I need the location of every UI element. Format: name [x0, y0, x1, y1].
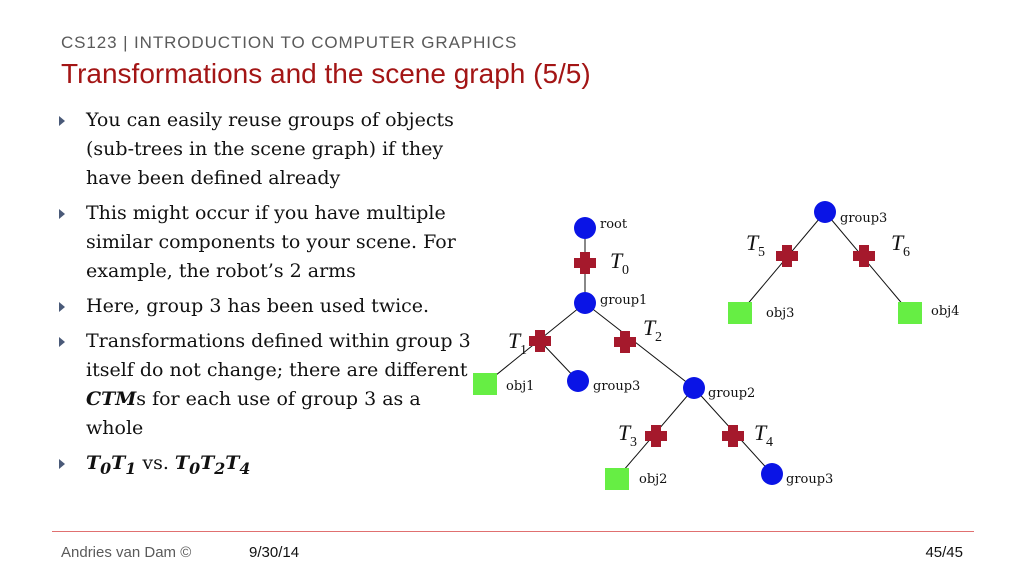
- transform-label: [746, 230, 765, 260]
- group3-node: [567, 370, 589, 392]
- svg-text:T: T: [891, 230, 904, 255]
- course-header: CS123 | INTRODUCTION TO COMPUTER GRAPHICS: [61, 33, 518, 52]
- svg-text:6: 6: [903, 245, 910, 260]
- svg-text:5: 5: [758, 245, 765, 260]
- node-label: obj1: [506, 379, 535, 394]
- transform-node: [722, 425, 744, 447]
- page-number: 45/45: [925, 544, 963, 561]
- bullet-item: $T_0T_1$ vs. $T_0T_2T_4$: [56, 449, 476, 483]
- slide-title: Transformations and the scene graph (5/5): [61, 58, 591, 89]
- footer-author: Andries van Dam ©: [61, 544, 192, 561]
- svg-text:T: T: [618, 420, 631, 445]
- transform-node: [614, 331, 636, 353]
- bullet-item: This might occur if you have multiple similar components to your scene. For example, the robot’s 2 arms: [56, 199, 476, 286]
- node-label: group2: [708, 386, 756, 401]
- node-label: group3: [786, 472, 834, 487]
- transform-node: [853, 245, 875, 267]
- transform-label: [610, 248, 629, 278]
- footer-divider: [52, 531, 974, 532]
- obj2-node: [605, 468, 629, 490]
- bullet-item: Here, group 3 has been used twice.: [56, 292, 476, 321]
- svg-text:2: 2: [655, 330, 662, 345]
- ctm-term: CTM: [86, 388, 137, 410]
- svg-text:1: 1: [520, 343, 527, 358]
- transform-label: [618, 420, 637, 450]
- transform-node: [645, 425, 667, 447]
- group3-node: [761, 463, 783, 485]
- node-label: root: [600, 217, 628, 232]
- node-label: obj2: [639, 472, 668, 487]
- node-label: group3: [840, 211, 888, 226]
- footer-date: 9/30/14: [249, 544, 300, 561]
- obj1-node: [473, 373, 497, 395]
- group1-node: [574, 292, 596, 314]
- group3-node: [814, 201, 836, 223]
- node-label: group3: [593, 379, 641, 394]
- transform-label: [754, 420, 773, 450]
- svg-text:3: 3: [630, 435, 637, 450]
- svg-text:4: 4: [766, 435, 773, 450]
- svg-text:T: T: [746, 230, 759, 255]
- svg-text:0: 0: [622, 263, 629, 278]
- transform-node: [574, 252, 596, 274]
- svg-text:T: T: [508, 328, 521, 353]
- obj3-node: [728, 302, 752, 324]
- node-label: obj4: [931, 304, 960, 319]
- svg-text:T: T: [754, 420, 767, 445]
- obj4-node: [898, 302, 922, 324]
- node-label: obj3: [766, 306, 795, 321]
- svg-text:T: T: [610, 248, 623, 273]
- transform-label: [891, 230, 910, 260]
- svg-text:T: T: [643, 315, 656, 340]
- group2-node: [683, 377, 705, 399]
- root-node: [574, 217, 596, 239]
- node-label: group1: [600, 293, 648, 308]
- transform-label: [508, 328, 527, 358]
- transform-label: [643, 315, 662, 345]
- bullet-item: Transformations defined within group 3 itself do not change; there are different CTMs for each use of group 3 as a whole: [56, 327, 476, 443]
- bullet-item: You can easily reuse groups of objects (sub-trees in the scene graph) if they have been defined already: [56, 106, 476, 193]
